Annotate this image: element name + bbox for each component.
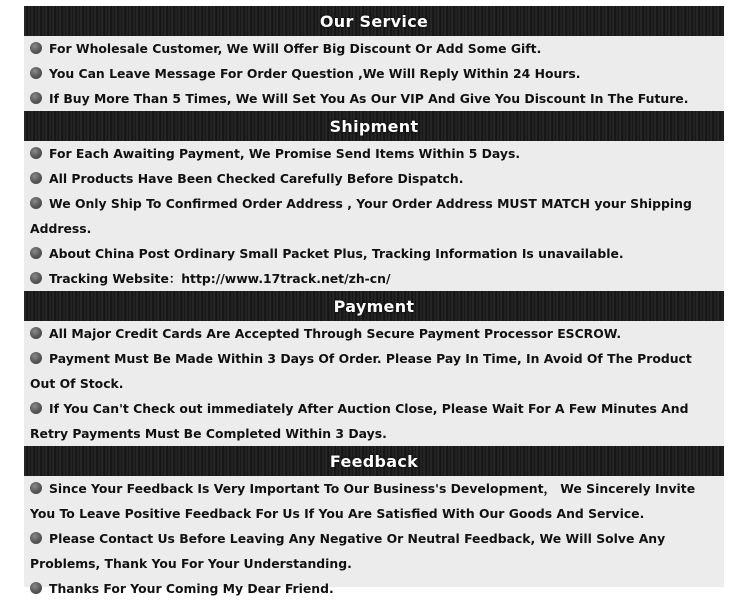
list-item-text: All Products Have Been Checked Carefully Before Dispatch.: [49, 171, 464, 186]
section-header: [24, 291, 724, 321]
list-item: [30, 396, 718, 446]
list-item: [30, 266, 718, 291]
bullet-icon: [30, 352, 42, 364]
section-title: Our Service: [319, 11, 429, 31]
section-title: Feedback: [329, 451, 419, 471]
section-header: [24, 6, 724, 36]
list-item: [30, 191, 718, 241]
bullet-icon: [30, 197, 42, 209]
list-item: [30, 141, 718, 166]
section-our-service: [24, 6, 724, 111]
bullet-icon: [30, 247, 42, 259]
list-item-text: Tracking Website：http://www.17track.net/zh-cn/: [49, 271, 391, 286]
list-item: [30, 166, 718, 191]
list-item: [30, 526, 718, 576]
list-item-text: You Can Leave Message For Order Question ,We Will Reply Within 24 Hours.: [49, 66, 581, 81]
bullet-icon: [30, 172, 42, 184]
section-title: Shipment: [329, 116, 419, 136]
list-item: [30, 476, 718, 526]
bullet-icon: [30, 272, 42, 284]
list-item: [30, 321, 718, 346]
bullet-icon: [30, 582, 42, 594]
bullet-icon: [30, 402, 42, 414]
list-item: [30, 576, 718, 601]
list-item-text: We Only Ship To Confirmed Order Address , Your Order Address MUST MATCH your Shipping Address.: [30, 196, 692, 236]
section-shipment: [24, 111, 724, 291]
bullet-icon: [30, 482, 42, 494]
bullet-icon: [30, 67, 42, 79]
section-title: Payment: [333, 296, 415, 316]
list-item-text: Thanks For Your Coming My Dear Friend.: [49, 581, 334, 596]
list-item-text: All Major Credit Cards Are Accepted Through Secure Payment Processor ESCROW.: [49, 326, 622, 341]
bullet-icon: [30, 147, 42, 159]
section-header: [24, 446, 724, 476]
bullet-icon: [30, 532, 42, 544]
policy-page: [24, 6, 724, 596]
list-item-text: If Buy More Than 5 Times, We Will Set You As Our VIP And Give You Discount In The Future.: [49, 91, 689, 106]
bullet-icon: [30, 327, 42, 339]
section-feedback: [24, 446, 724, 601]
list-item-text: Since Your Feedback Is Very Important To Our Business's Development， We Sincerely Invite You To Leave Positive Feedback For Us If You Are Satisfied With Our Goods And Service.: [30, 481, 696, 521]
list-item: [30, 346, 718, 396]
list-item: [30, 36, 718, 61]
list-item-text: Payment Must Be Made Within 3 Days Of Order. Please Pay In Time, In Avoid Of The Product Out Of Stock.: [30, 351, 692, 391]
list-item-text: Please Contact Us Before Leaving Any Negative Or Neutral Feedback, We Will Solve Any Problems, Thank You For Your Understanding.: [30, 531, 666, 571]
list-item-text: About China Post Ordinary Small Packet Plus, Tracking Information Is unavailable.: [49, 246, 624, 261]
list-item: [30, 86, 718, 111]
list-item: [30, 61, 718, 86]
list-item-text: For Wholesale Customer, We Will Offer Big Discount Or Add Some Gift.: [49, 41, 542, 56]
list-item: [30, 241, 718, 266]
list-item-text: For Each Awaiting Payment, We Promise Send Items Within 5 Days.: [49, 146, 521, 161]
bullet-icon: [30, 92, 42, 104]
section-header: [24, 111, 724, 141]
section-payment: [24, 291, 724, 446]
bullet-icon: [30, 42, 42, 54]
list-item-text: If You Can't Check out immediately After Auction Close, Please Wait For A Few Minutes And Retry Payments Must Be Completed Within 3 Days.: [30, 401, 689, 441]
